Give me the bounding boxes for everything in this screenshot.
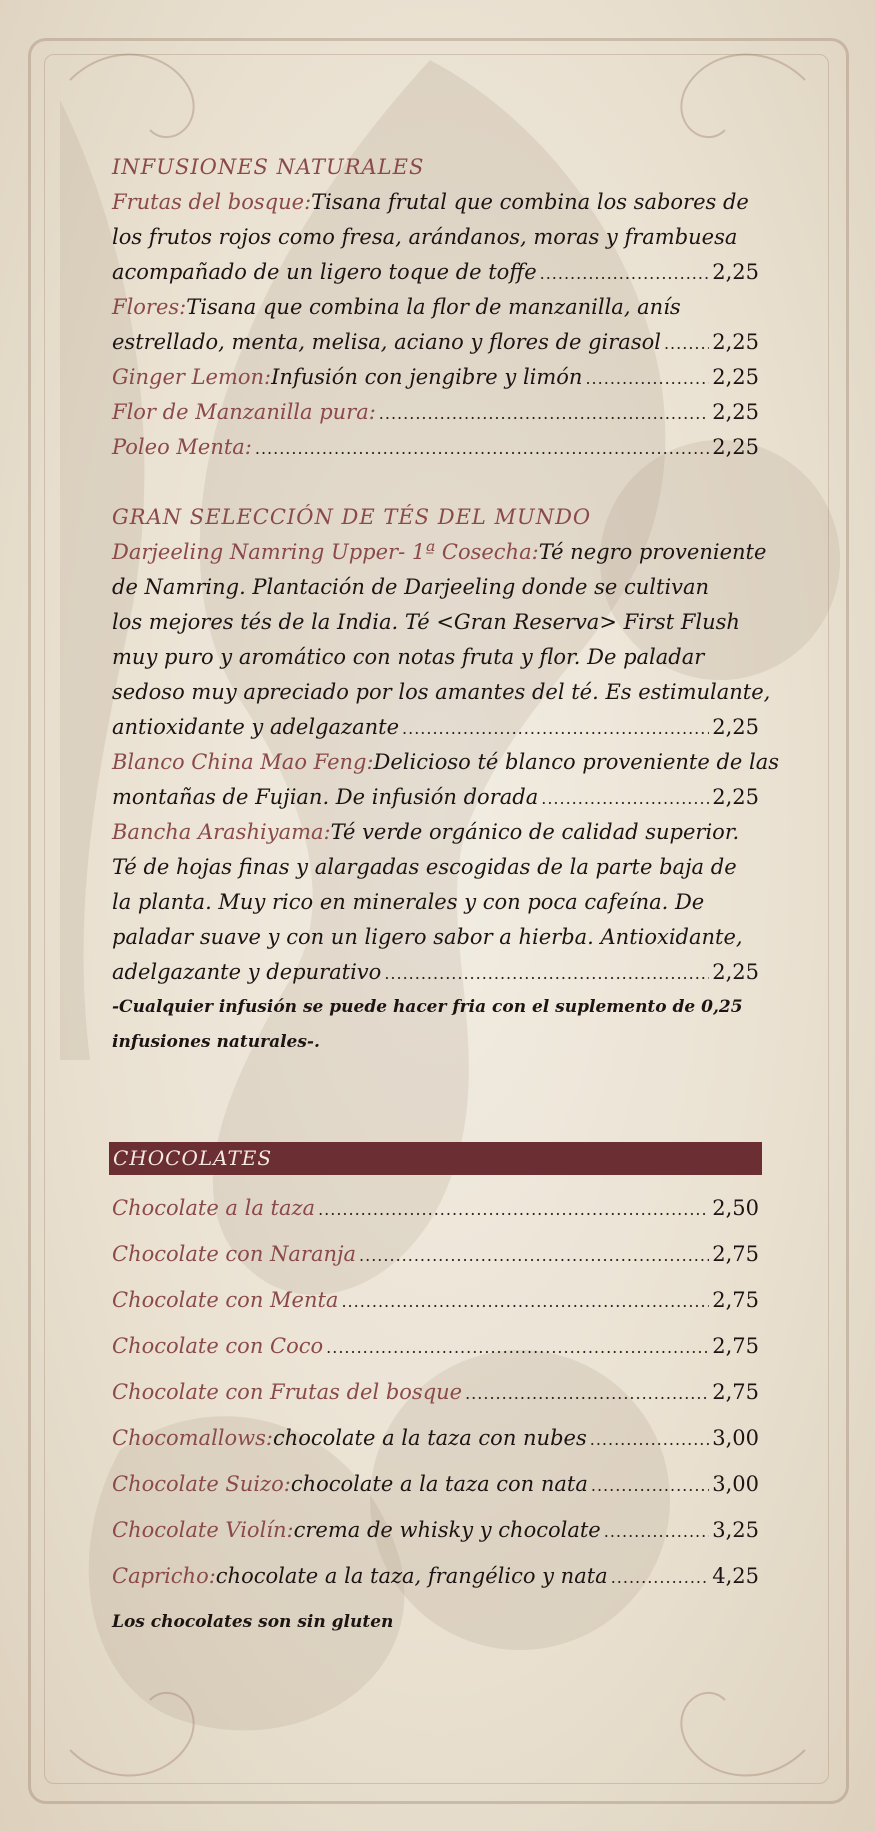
menu-item-line	[112, 570, 759, 605]
section-title-tes: GRAN SELECCIÓN DE TÉS DEL MUNDO	[112, 505, 592, 529]
menu-item-line	[112, 535, 767, 570]
dot-leader	[465, 1371, 709, 1417]
item-description: Infusión con jengibre y limón	[271, 365, 583, 389]
menu-item-line	[112, 360, 759, 395]
menu-item-line	[112, 1369, 759, 1415]
dot-leader	[402, 711, 709, 746]
item-price: 2,25	[712, 365, 759, 389]
section-bar-chocolates: CHOCOLATES	[109, 1142, 762, 1175]
item-name: Darjeeling Namring Upper- 1ª Cosecha:	[112, 540, 539, 564]
item-price: 2,75	[712, 1242, 759, 1266]
item-name: Flor de Manzanilla pura:	[112, 400, 376, 424]
item-price: 3,25	[712, 1518, 759, 1542]
item-price: 2,50	[712, 1196, 759, 1220]
menu-item-line	[112, 1553, 759, 1599]
item-description: antioxidante y adelgazante	[112, 715, 400, 739]
item-price: 3,00	[712, 1472, 759, 1496]
tes-list	[112, 535, 779, 990]
item-price: 3,00	[712, 1426, 759, 1450]
menu-item-line	[112, 255, 759, 290]
cold-infusion-note: -Cualquier infusión se puede hacer fria con el suplemento de 0,25	[112, 997, 743, 1017]
menu-item-line	[112, 710, 759, 745]
item-price: 2,25	[712, 960, 759, 984]
item-price: 2,75	[712, 1334, 759, 1358]
menu-item-line	[112, 745, 779, 780]
item-description: la planta. Muy rico en minerales y con poca cafeína. De	[112, 890, 705, 914]
menu-item-line	[112, 815, 759, 850]
menu-item-line	[112, 1277, 759, 1323]
item-price: 2,25	[712, 260, 759, 284]
item-price: 2,25	[712, 785, 759, 809]
item-description: estrellado, menta, melisa, aciano y flores de girasol	[112, 330, 661, 354]
item-price: 2,75	[712, 1288, 759, 1312]
menu-item-line	[112, 920, 759, 955]
gluten-note: Los chocolates son sin gluten	[112, 1612, 394, 1632]
menu-item-line	[112, 850, 759, 885]
item-description: Té negro proveniente	[538, 540, 767, 564]
menu-item-line	[112, 290, 759, 325]
dot-leader	[611, 1555, 710, 1601]
cold-infusion-note-cont: infusiones naturales-.	[112, 1032, 320, 1052]
item-description: chocolate a la taza con nata	[290, 1472, 588, 1496]
item-name: Chocomallows:	[112, 1426, 273, 1450]
item-description: Tisana frutal que combina los sabores de	[311, 190, 749, 214]
item-name: Chocolate con Frutas del bosque	[112, 1380, 463, 1404]
dot-leader	[318, 1187, 709, 1233]
dot-leader	[540, 256, 710, 291]
dot-leader	[326, 1325, 709, 1371]
item-price: 2,25	[712, 715, 759, 739]
item-description: muy puro y aromático con notas fruta y flor. De paladar	[112, 645, 705, 669]
chocolates-list	[112, 1185, 759, 1599]
item-name: Chocolate Violín:	[112, 1518, 294, 1542]
item-name: Capricho:	[112, 1564, 216, 1588]
item-description: montañas de Fujian. De infusión dorada	[112, 785, 539, 809]
item-description: los mejores tés de la India. Té <Gran Reserva> First Flush	[112, 610, 740, 634]
item-name: Ginger Lemon:	[112, 365, 272, 389]
menu-item-line	[112, 955, 759, 990]
dot-leader	[255, 431, 709, 466]
menu-item-line	[112, 780, 759, 815]
menu-item-line	[112, 220, 759, 255]
dot-leader	[591, 1463, 709, 1509]
item-price: 2,75	[712, 1380, 759, 1404]
item-name: Chocolate con Naranja	[112, 1242, 357, 1266]
item-description: chocolate a la taza, frangélico y nata	[215, 1564, 608, 1588]
menu-item-line	[112, 640, 759, 675]
item-description: Té verde orgánico de calidad superior.	[330, 820, 740, 844]
dot-leader	[341, 1279, 709, 1325]
menu-item-line	[112, 885, 759, 920]
menu-item-line	[112, 675, 771, 710]
menu-item-line	[112, 1461, 759, 1507]
item-name: Flores:	[112, 295, 187, 319]
item-price: 2,25	[712, 330, 759, 354]
item-price: 4,25	[712, 1564, 759, 1588]
item-description: de Namring. Plantación de Darjeeling donde se cultivan	[112, 575, 710, 599]
menu-item-line	[112, 1415, 759, 1461]
item-description: Tisana que combina la flor de manzanilla, anís	[186, 295, 681, 319]
menu-item-line	[112, 605, 759, 640]
item-name: Chocolate con Menta	[112, 1288, 339, 1312]
menu-content	[112, 150, 779, 1640]
item-name: Bancha Arashiyama:	[112, 820, 331, 844]
item-description: acompañado de un ligero toque de toffe	[112, 260, 537, 284]
item-name: Chocolate a la taza	[112, 1196, 316, 1220]
menu-item-line	[112, 325, 759, 360]
dot-leader	[359, 1233, 709, 1279]
item-description: Té de hojas finas y alargadas escogidas de la parte baja de	[112, 855, 737, 879]
item-description: paladar suave y con un ligero sabor a hierba. Antioxidante,	[112, 925, 743, 949]
infusiones-list	[112, 185, 759, 465]
item-name: Chocolate Suizo:	[112, 1472, 291, 1496]
item-description: sedoso muy apreciado por los amantes del té. Es estimulante,	[112, 680, 771, 704]
dot-leader	[664, 326, 709, 361]
dot-leader	[541, 781, 709, 816]
item-name: Chocolate con Coco	[112, 1334, 324, 1358]
menu-item-line	[112, 1185, 759, 1231]
item-description: chocolate a la taza con nubes	[272, 1426, 587, 1450]
menu-item-line	[112, 1323, 759, 1369]
item-description: crema de whisky y chocolate	[293, 1518, 601, 1542]
menu-item-line	[112, 185, 759, 220]
item-name: Frutas del bosque:	[112, 190, 312, 214]
dot-leader	[384, 956, 709, 991]
item-name: Poleo Menta:	[112, 435, 252, 459]
item-description: adelgazante y depurativo	[112, 960, 382, 984]
dot-leader	[604, 1509, 710, 1555]
menu-item-line	[112, 395, 759, 430]
menu-item-line	[112, 1507, 759, 1553]
item-name: Blanco China Mao Feng:	[112, 750, 374, 774]
item-price: 2,25	[712, 400, 759, 424]
menu-item-line	[112, 430, 759, 465]
menu-item-line	[112, 1231, 759, 1277]
dot-leader	[585, 361, 709, 396]
section-title-infusiones: INFUSIONES NATURALES	[112, 155, 425, 179]
item-price: 2,25	[712, 435, 759, 459]
item-description: los frutos rojos como fresa, arándanos, moras y frambuesa	[112, 225, 738, 249]
dot-leader	[379, 396, 709, 431]
dot-leader	[590, 1417, 710, 1463]
item-description: Delicioso té blanco proveniente de las	[373, 750, 779, 774]
